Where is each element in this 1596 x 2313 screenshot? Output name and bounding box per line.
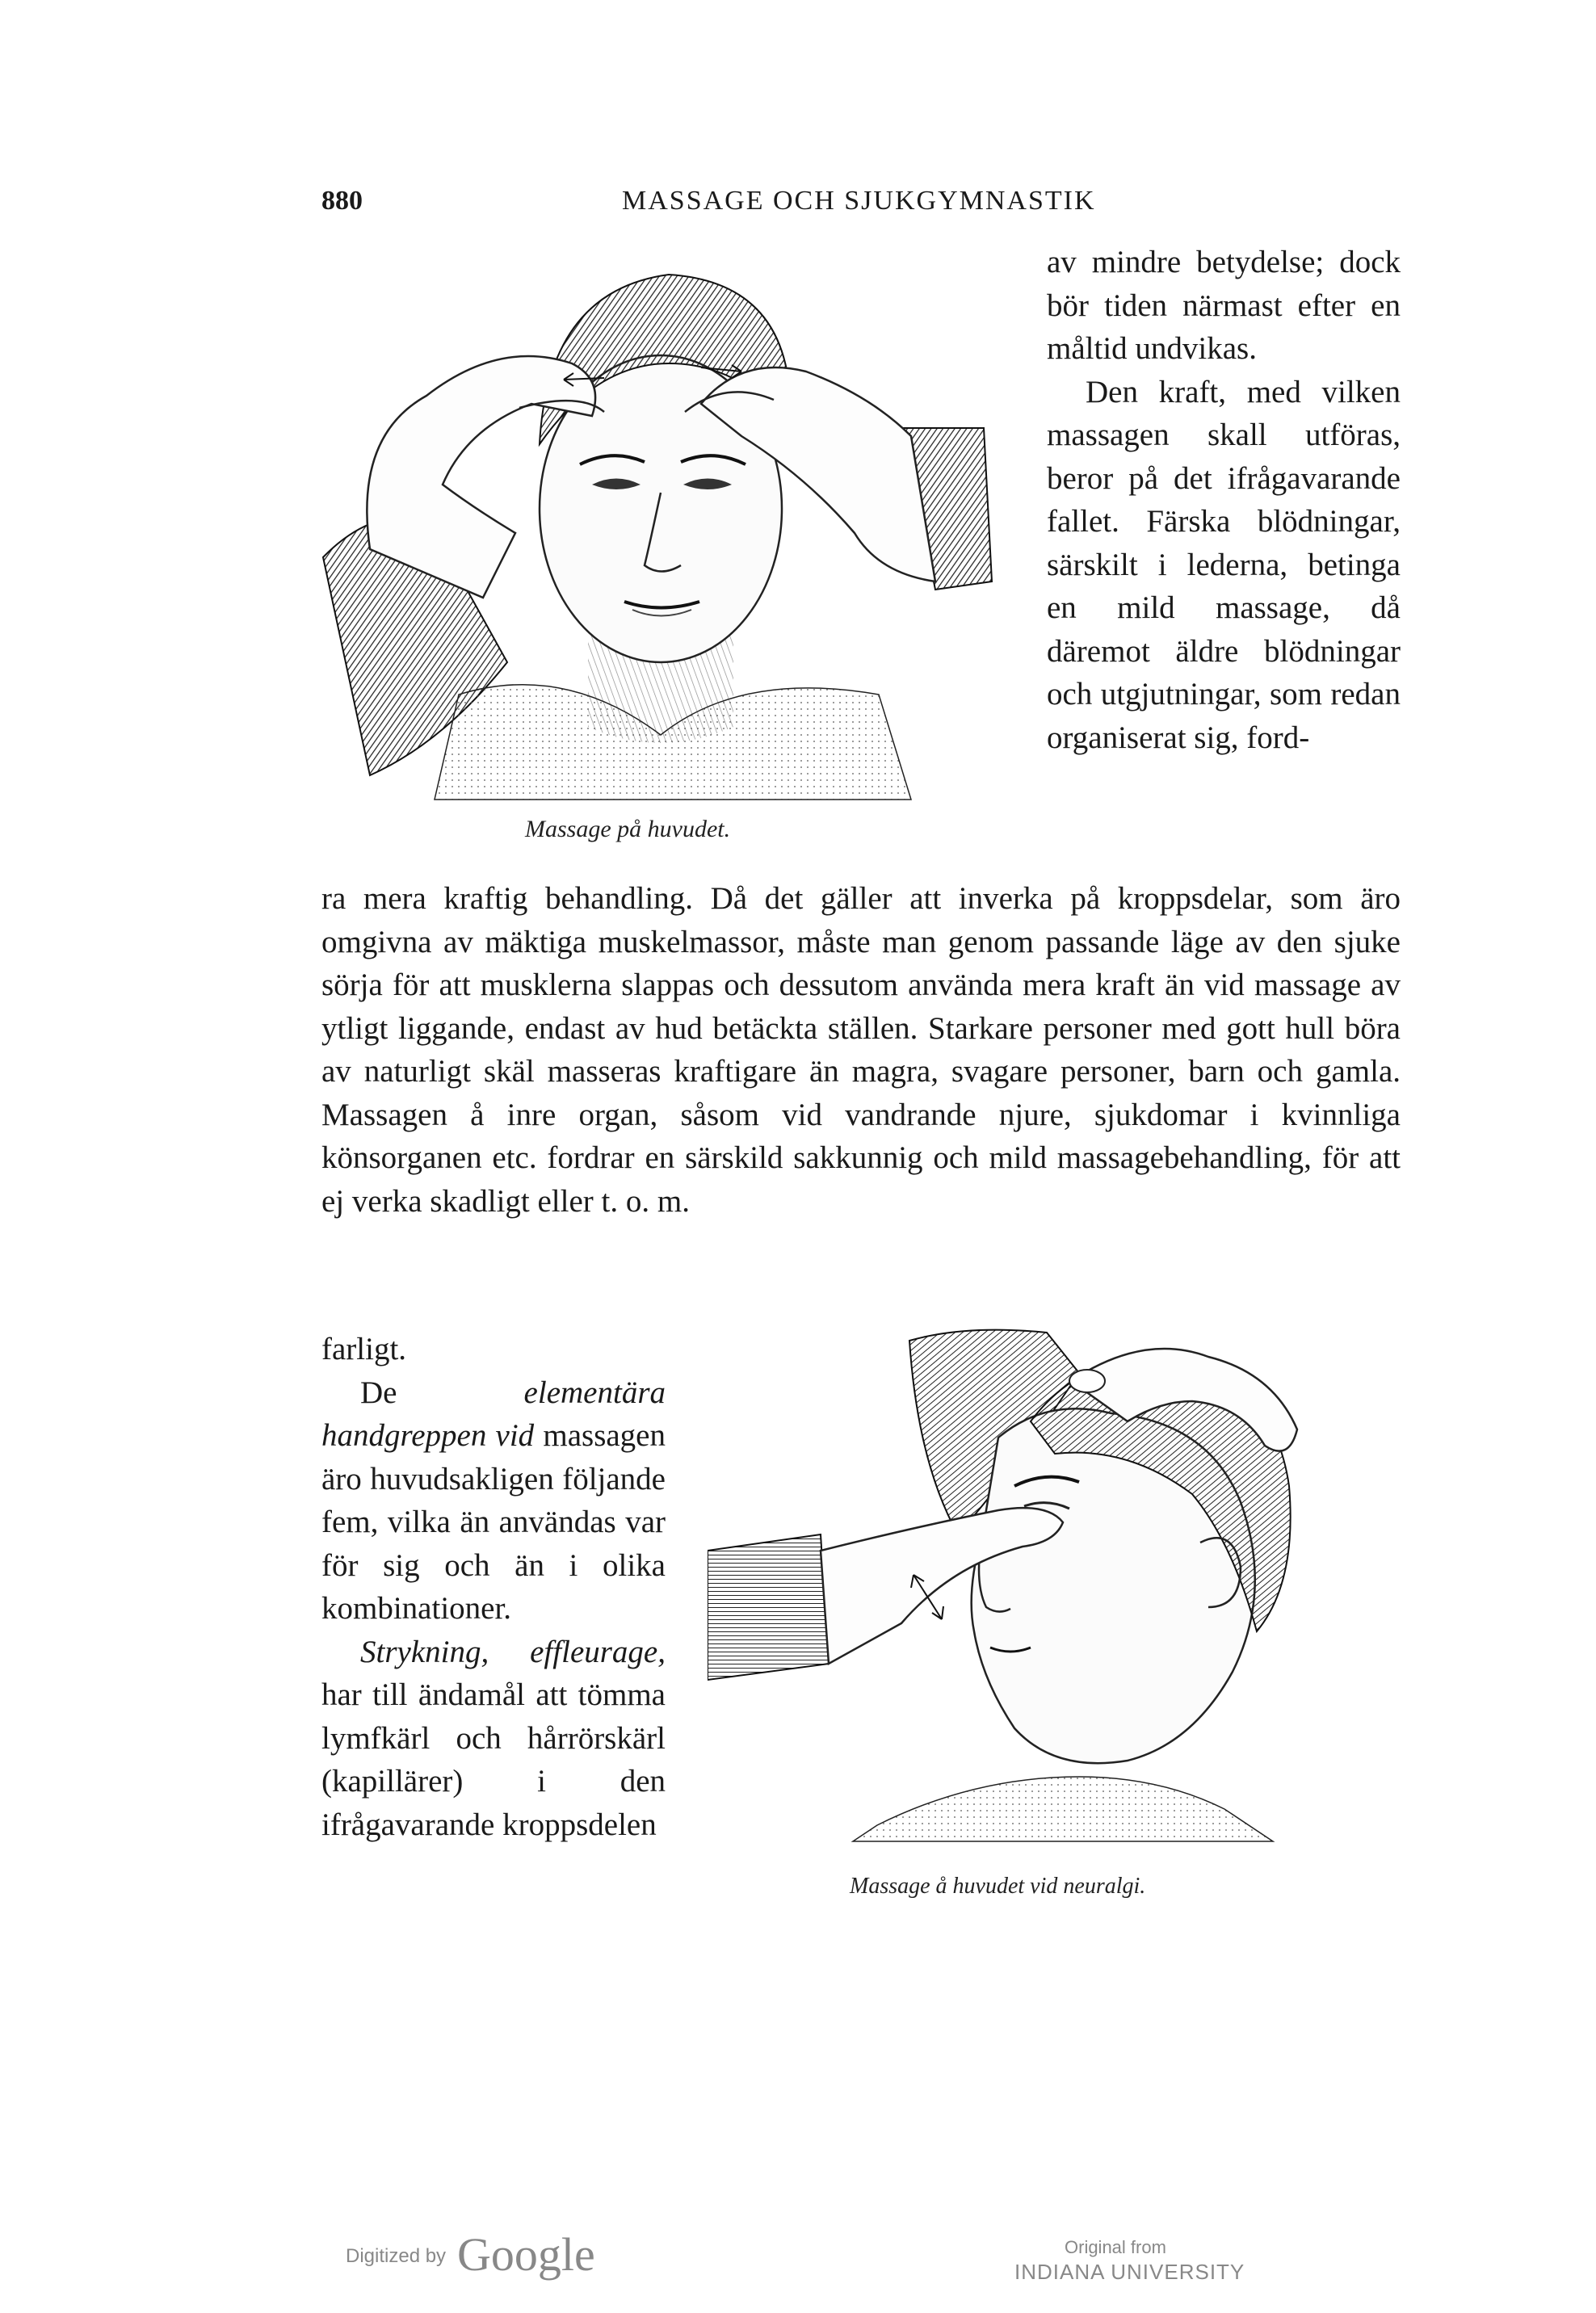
figure-head-massage-front [321,242,1008,808]
paragraph: ra mera kraftig behandling. Då det gäller att inverka på kroppsdelar, som äro omgivna av mäktiga muskelmassor, måste man genom passande läge av den sjuke sörja för att musklerna slappas och dessutom använda mera kraft än vid massage av ytligt liggande, endast av hud betäckta ställen. Starkare personer med gott hull böra av naturligt skäl masseras kraftigare än magra, svagare personer, barn och gamla. Massagen å inre organ, såsom vid vandrande njure, sjukdomar i kvinnliga könsorganen etc. fordrar en särskild sakkunnig och mild massagebehandling, för att ej verka skadligt eller t. o. m. [321,881,1401,1219]
figure-head-massage-neuralgia [708,1324,1401,1849]
running-head: MASSAGE OCH SJUKGYMNASTIK [622,186,1096,216]
text-run: har till ändamål att tömma lymfkärl och hårrörskärl (kapillärer) i den ifrågavarande kroppsdelen [321,1677,666,1842]
emphasis: Strykning, effleurage, [360,1634,666,1669]
paragraph [321,1631,666,1847]
text-run: massagen äro huvudsakligen följande fem, vilka än användas var för sig och än i olika kombinationer. [321,1418,666,1626]
left-column-text [321,1328,666,1846]
university-label: INDIANA UNIVERSITY [1014,2260,1245,2284]
google-logo: Google [457,2228,595,2281]
paragraph: farligt. [321,1332,407,1366]
emphasis: elementära handgreppen vid [321,1375,666,1453]
right-column-text [1047,241,1401,759]
paragraph: av mindre betydelse; dock bör tiden närmast efter en måltid undvikas. [1047,245,1401,366]
figure-caption: Massage på huvudet. [525,816,731,842]
text-run: De [360,1375,524,1410]
page-number: 880 [321,186,363,216]
paragraph [321,1371,666,1631]
full-width-paragraph [321,877,1401,1223]
paragraph: Den kraft, med vilken massagen skall utföras, beror på det ifrågavarande fallet. Färska blödningar, särskilt i lederna, betinga en mild massage, då däremot äldre blödningar och utgjutningar, som redan organiserat sig, ford- [1047,374,1401,755]
original-from-label: Original from [1065,2237,1166,2257]
figure-caption: Massage å huvudet vid neuralgi. [850,1874,1146,1899]
digitized-by-label: Digitized by [346,2245,447,2267]
